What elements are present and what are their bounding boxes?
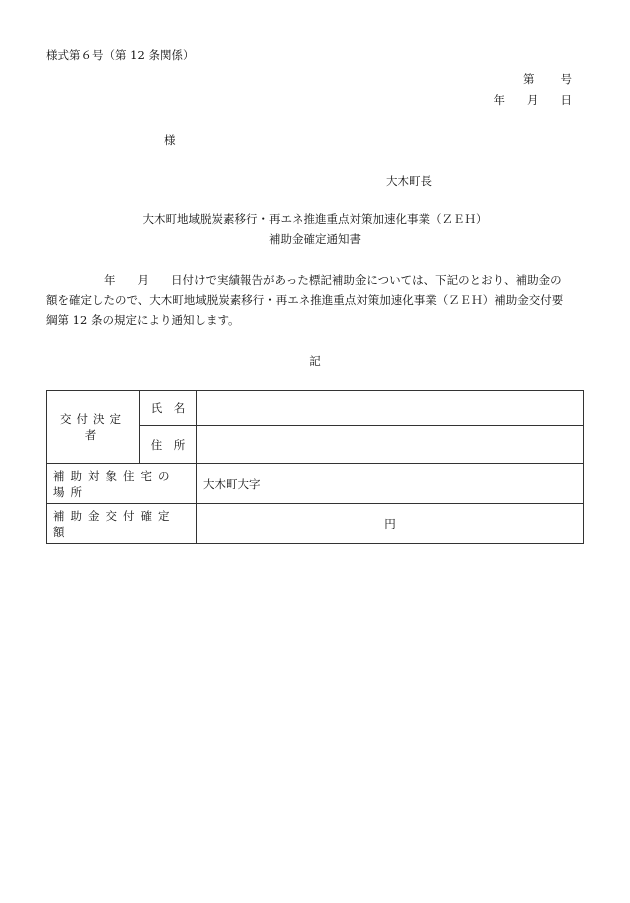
body-line-3: 綱第 12 条の規定により通知します。 xyxy=(46,313,240,327)
address-label: 住 所 xyxy=(140,426,197,464)
body-text xyxy=(46,270,586,330)
amount-value[interactable] xyxy=(197,504,584,544)
details-table xyxy=(46,390,584,544)
amount-unit: 円 xyxy=(384,516,396,531)
document-title-line2: 補助金確定通知書 xyxy=(269,232,361,246)
date-year: 年 xyxy=(493,93,505,107)
ki-heading: 記 xyxy=(309,354,321,368)
target-location-value[interactable]: 大木町大字 xyxy=(197,464,584,504)
table-row xyxy=(47,504,584,544)
name-value[interactable] xyxy=(197,391,584,426)
target-location-label: 補助対象住宅の場所 xyxy=(47,464,197,504)
document-date xyxy=(494,92,573,108)
name-label: 氏 名 xyxy=(140,391,197,426)
amount-label: 補助金交付確定額 xyxy=(47,504,197,544)
date-day: 日 xyxy=(560,93,572,107)
date-month: 月 xyxy=(527,93,539,107)
body-line1-rest: 日付けで実績報告があった標記補助金については、下記のとおり、補助金の xyxy=(171,273,562,287)
doc-number-suffix: 号 xyxy=(560,72,572,86)
form-label: 様式第６号（第 12 条関係） xyxy=(46,48,195,62)
body-line-2: 額を確定したので、大木町地域脱炭素移行・再エネ推進重点対策加速化事業（ＺＥＨ）補助金交付要 xyxy=(46,293,564,307)
address-value[interactable] xyxy=(197,426,584,464)
body-year: 年 xyxy=(104,273,116,287)
body-month: 月 xyxy=(137,273,149,287)
recipient-header: 交付決定者 xyxy=(47,391,140,464)
body-line-1 xyxy=(46,270,586,290)
table-row xyxy=(47,464,584,504)
addressee-suffix: 様 xyxy=(164,133,176,147)
table-row xyxy=(47,391,584,426)
sender-name: 大木町長 xyxy=(386,174,432,188)
doc-number-prefix: 第 xyxy=(523,72,535,86)
document-number xyxy=(523,71,572,87)
document-title-line1: 大木町地域脱炭素移行・再エネ推進重点対策加速化事業（ＺＥＨ） xyxy=(142,212,488,226)
